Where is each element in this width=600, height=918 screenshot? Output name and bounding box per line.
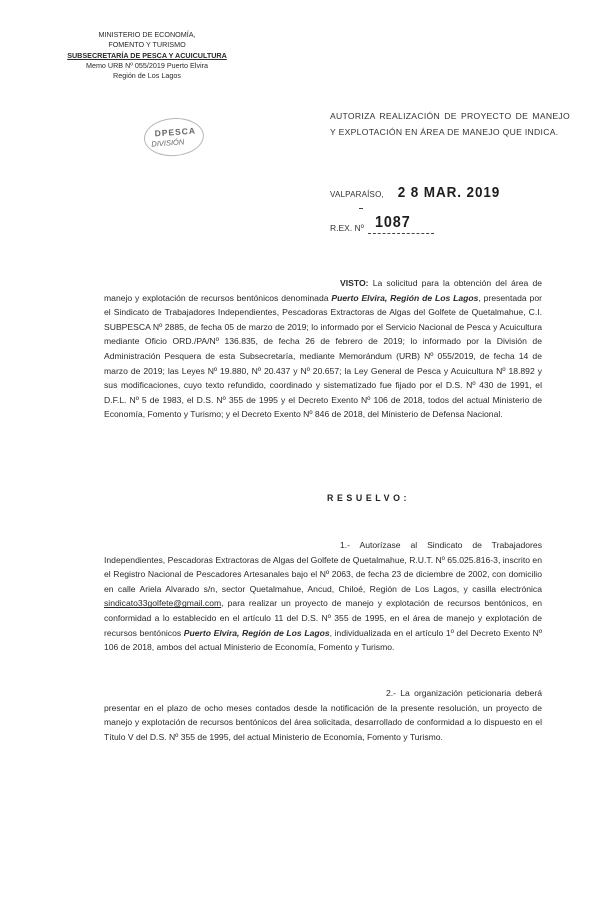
resolution-number-value: 1087 — [374, 214, 411, 231]
visto-text-b: , presentada por el Sindicato de Trabajadores Independientes, Pescadoras Extractoras de Algas del Golfete de Quetalmahue, C.I. SUBPESCA Nº 2885, de fecha 05 de marzo de 2019; lo informado por el Servicio Nacional de Pesca y Acuicultura mediante Oficio ORD./PA/Nº 136.835, de fecha 26 de febrero de 2019; lo informado por la División de Administración Pesquera de esta Subsecretaría, mediante Memorándum (URB) Nº 055/2019, de fecha 14 de marzo de 2019; las Leyes Nº 19.880, Nº 20.437 y Nº 20.657; la Ley General de Pesca y Acuicultura Nº 18.892 y sus modificaciones, cuyo texto refundido, coordinado y sistematizado fue fijado por el D.S. Nº 430 de 1991, el D.F.L. Nº 5 de 1983, el D.S. Nº 355 de 1995 y el Decreto Exento Nº 106 de 2018, todos del actual Ministerio de Economía, Fomento y Turismo; y el Decreto Exento Nº 846 de 2018, del Ministerio de Defensa Nacional. — [104, 292, 542, 420]
date-value: 2 8 MAR. 2019 — [398, 184, 501, 201]
resolution-number — [330, 214, 411, 233]
point-1-email: sindicato33golfete@gmail.com — [104, 598, 222, 609]
separator-dash — [359, 208, 363, 209]
point-1-text-c: , individualizada en el artículo 1º del Decreto Exento Nº 106 de 2018, ambos del actual Ministerio de Economía, Fomento y Turismo. — [104, 627, 542, 653]
resolution-number-line — [368, 233, 434, 234]
header-ministry: MINISTERIO DE ECONOMÍA, — [98, 30, 196, 39]
stamp-line-1: DPESCA — [154, 125, 197, 139]
visto-area-name: Puerto Elvira, Región de Los Lagos — [331, 292, 479, 303]
resuelvo-heading: RESUELVO: — [327, 493, 411, 503]
header-region: Región de Los Lagos — [113, 71, 181, 81]
document-date — [330, 184, 506, 201]
date-place: VALPARAÍSO, — [330, 190, 384, 199]
ministry-header — [52, 30, 242, 81]
header-subsecretaria: SUBSECRETARÍA DE PESCA Y ACUICULTURA — [67, 50, 227, 60]
resolution-label: R.EX. Nº — [330, 223, 364, 233]
visto-label: VISTO: — [340, 278, 369, 288]
point-1-area-name: Puerto Elvira, Región de Los Lagos — [183, 627, 330, 638]
point-2-paragraph: 2.- La organización peticionaria deberá presentar en el plazo de ocho meses contados desde la notificación de la presente resolución, un proyecto de manejo y explotación de recursos bentónicos del área solicitada, desarrollado de conformidad a lo dispuesto en el Título V del D.S. Nº 355 de 1995, del actual Ministerio de Economía, Fomento y Turismo. — [104, 688, 542, 742]
header-ministry-sub: FOMENTO Y TURISMO — [108, 40, 186, 50]
document-subject: AUTORIZA REALIZACIÓN DE PROYECTO DE MANEJO Y EXPLOTACIÓN EN ÁREA DE MANEJO QUE INDICA. — [330, 111, 570, 137]
visto-text-a: La solicitud para la obtención del área de manejo y explotación de recursos bentónicos denominada — [104, 278, 542, 303]
visto-paragraph — [104, 276, 542, 422]
point-1-text-b: , para realizar un proyecto de manejo y explotación de recursos bentónicos, en conformidad a lo establecido en el artículo 11 del D.S. Nº 355 de 1995, en el área de manejo y explotación de recursos bentónicos — [104, 598, 542, 638]
point-1-text-a: 1.- Autorízase al Sindicato de Trabajadores Independientes, Pescadoras Extractoras de Algas del Golfete de Quetalmahue, R.U.T. Nº 65.025.816-3, inscrito en el Registro Nacional de Pescadores Artesanales bajo el Nº 2063, de fecha 23 de diciembre de 2002, con domicilio en calle Ariela Alvarado s/n, sector Quetalmahue, Ancud, Chiloé, Región de Los Lagos, y casilla electrónica — [104, 540, 542, 594]
office-stamp — [143, 116, 208, 160]
stamp-line-2: DIVISIÓN — [151, 137, 185, 149]
header-memo: Memo URB Nº 055/2019 Puerto Elvira — [85, 60, 209, 70]
point-1-paragraph — [104, 538, 542, 655]
